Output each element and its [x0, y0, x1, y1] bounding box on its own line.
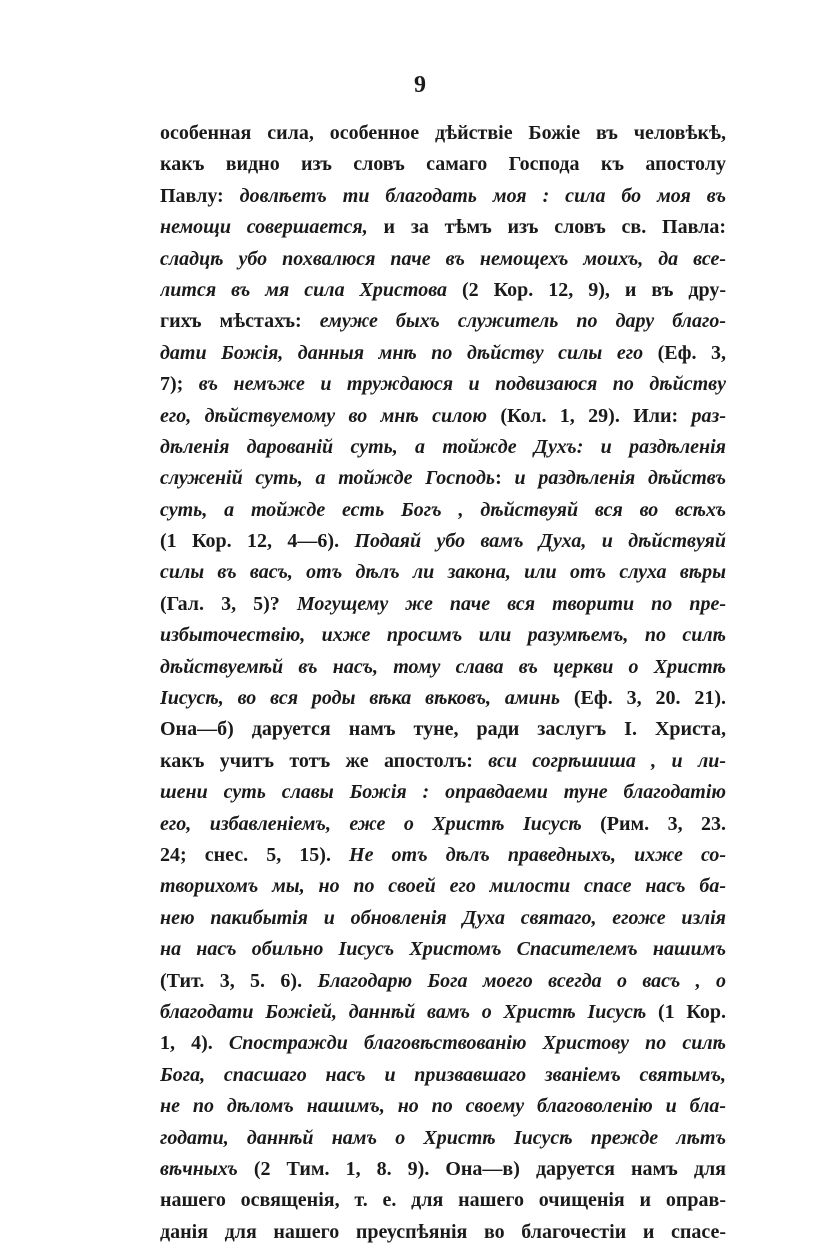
- text-span: особенная сила, особенное дѣйствіе Божіе въ человѣкѣ,: [160, 122, 726, 144]
- italic-quote-span: Не отъ дѣлъ праведныхъ, ихже со-: [349, 843, 726, 866]
- body-text: [160, 118, 726, 1248]
- text-line: [160, 1154, 726, 1185]
- text-span: Она—б) даруется намъ туне, ради заслугъ І. Христа,: [160, 718, 726, 741]
- text-span: 24; снес. 5, 15).: [160, 843, 350, 866]
- text-span: Павлу:: [160, 184, 240, 207]
- text-span: (Еф. 3, 20. 21).: [559, 687, 726, 710]
- text-line: [160, 1028, 726, 1059]
- italic-quote-span: Благодарю Бога моего всегда о васъ , о: [317, 969, 726, 992]
- text-line: [160, 149, 726, 180]
- text-span: :: [495, 467, 515, 490]
- text-span: 1, 4).: [160, 1032, 229, 1055]
- italic-quote-span: на насъ обильно Іисусъ Христомъ Спасителемъ нашимъ: [160, 938, 726, 961]
- italic-quote-span: дѣленія дарованій суть, а тойжде Духъ: и раздѣленія: [160, 435, 726, 458]
- text-span: какъ учитъ тотъ же апостолъ:: [160, 749, 489, 772]
- text-line: [160, 997, 726, 1028]
- italic-quote-span: Бога, спасшаго насъ и призвавшаго званіемъ святымъ,: [160, 1063, 726, 1086]
- italic-quote-span: лится въ мя сила Христова: [160, 278, 447, 301]
- text-span: данія для нашего преуспѣянія во благочестіи и спасе-: [160, 1220, 726, 1243]
- text-line: [160, 338, 726, 369]
- text-span: (Кол. 1, 29). Или:: [486, 404, 692, 427]
- italic-quote-span: Подаяй убо вамъ Духа, и дѣйствуяй: [354, 530, 726, 553]
- text-line: [160, 620, 726, 651]
- italic-quote-span: Могущему же паче вся творити по пре-: [296, 592, 726, 615]
- italic-quote-span: сладцѣ убо похвалюся паче въ немощехъ моихъ, да все-: [160, 247, 726, 270]
- italic-quote-span: избыточествію, ихже просимъ или разумѣемъ, по силѣ: [160, 624, 726, 647]
- text-line: [160, 1217, 726, 1248]
- text-span: и за тѣмъ изъ словъ св. Павла:: [367, 216, 726, 239]
- italic-quote-span: дати Божія, данныя мнѣ по дѣйству силы его: [160, 341, 644, 364]
- text-span: (2 Кор. 12, 9), и въ дру-: [447, 278, 726, 301]
- text-line: [160, 777, 726, 808]
- text-line: [160, 1091, 726, 1122]
- italic-quote-span: годати, даннѣй намъ о Христѣ Іисусѣ прежде лѣтъ: [160, 1126, 726, 1149]
- italic-quote-span: раз-: [691, 404, 726, 427]
- italic-quote-span: немощи совершается,: [160, 216, 368, 239]
- text-line: [160, 526, 726, 557]
- italic-quote-span: благодати Божіей, даннѣй вамъ о Христѣ Іисусѣ: [160, 1000, 647, 1023]
- text-span: нашего освященія, т. е. для нашего очищенія и оправ-: [160, 1189, 726, 1212]
- text-span: (Гал. 3, 5)?: [160, 592, 297, 615]
- italic-quote-span: суть, а тойжде есть Богъ , дѣйствуяй вся во всѣхъ: [160, 498, 726, 521]
- italic-quote-span: нею пакибытія и обновленія Духа святаго, егоже излія: [160, 906, 726, 929]
- italic-quote-span: творихомъ мы, но по своей его милости спасе насъ ба-: [160, 875, 726, 898]
- text-line: [160, 966, 726, 997]
- text-line: [160, 401, 726, 432]
- text-span: (1 Кор.: [646, 1000, 726, 1023]
- text-line: [160, 840, 726, 871]
- text-line: [160, 903, 726, 934]
- page-number: 9: [414, 72, 426, 98]
- italic-quote-span: служеній суть, а тойжде Господь: [160, 467, 496, 490]
- text-line: [160, 432, 726, 463]
- text-line: [160, 871, 726, 902]
- text-span: (1 Кор. 12, 4—6).: [160, 530, 355, 553]
- italic-quote-span: шени суть славы Божія : оправдаеми туне благодатію: [160, 781, 726, 804]
- italic-quote-span: емуже быхъ служитель по дару благо-: [319, 310, 726, 333]
- text-span: (Тит. 3, 5. 6).: [160, 969, 318, 992]
- text-span: какъ видно изъ словъ самаго Господа къ апостолу: [160, 153, 726, 176]
- italic-quote-span: его, избавленіемъ, еже о Христѣ Іисусѣ: [160, 812, 582, 835]
- text-line: [160, 1060, 726, 1091]
- text-line: [160, 306, 726, 337]
- text-span: (Еф. 3,: [643, 341, 726, 364]
- text-line: [160, 463, 726, 494]
- text-span: гихъ мѣстахъ:: [160, 310, 320, 333]
- italic-quote-span: въ немъже и труждаюся и подвизаюся по дѣйству: [198, 373, 726, 396]
- italic-quote-span: довлѣетъ ти благодать моя : сила бо моя въ: [239, 184, 726, 207]
- text-line: [160, 181, 726, 212]
- italic-quote-span: вси согрѣшиша , и ли-: [488, 749, 726, 772]
- text-line: [160, 212, 726, 243]
- text-line: [160, 369, 726, 400]
- text-line: [160, 934, 726, 965]
- italic-quote-span: силы въ васъ, отъ дѣлъ ли закона, или отъ слуха вѣры: [160, 561, 726, 584]
- text-line: [160, 589, 726, 620]
- text-span: 7);: [160, 373, 199, 396]
- text-line: [160, 495, 726, 526]
- italic-quote-span: и раздѣленія дѣйствъ: [514, 467, 726, 490]
- text-line: [160, 1185, 726, 1216]
- text-line: [160, 683, 726, 714]
- text-line: [160, 118, 726, 149]
- italic-quote-span: не по дѣломъ нашимъ, но по своему благоволенію и бла-: [160, 1095, 726, 1118]
- text-line: [160, 714, 726, 745]
- italic-quote-span: дѣйствуемѣй въ насъ, тому слава въ церкви о Христѣ: [160, 655, 726, 678]
- text-line: [160, 244, 726, 275]
- text-line: [160, 652, 726, 683]
- italic-quote-span: его, дѣйствуемому во мнѣ силою: [160, 404, 487, 427]
- text-line: [160, 809, 726, 840]
- text-line: [160, 746, 726, 777]
- text-span: (Рим. 3, 23.: [581, 812, 726, 835]
- text-span: (2 Тим. 1, 8. 9). Она—в) даруется намъ для: [237, 1157, 726, 1180]
- italic-quote-span: Іисусѣ, во вся роды вѣка вѣковъ, аминь: [160, 687, 560, 710]
- italic-quote-span: вѣчныхъ: [160, 1157, 238, 1180]
- text-line: [160, 1123, 726, 1154]
- text-line: [160, 275, 726, 306]
- text-line: [160, 557, 726, 588]
- italic-quote-span: Спостражди благовѣствованію Христову по силѣ: [228, 1032, 726, 1055]
